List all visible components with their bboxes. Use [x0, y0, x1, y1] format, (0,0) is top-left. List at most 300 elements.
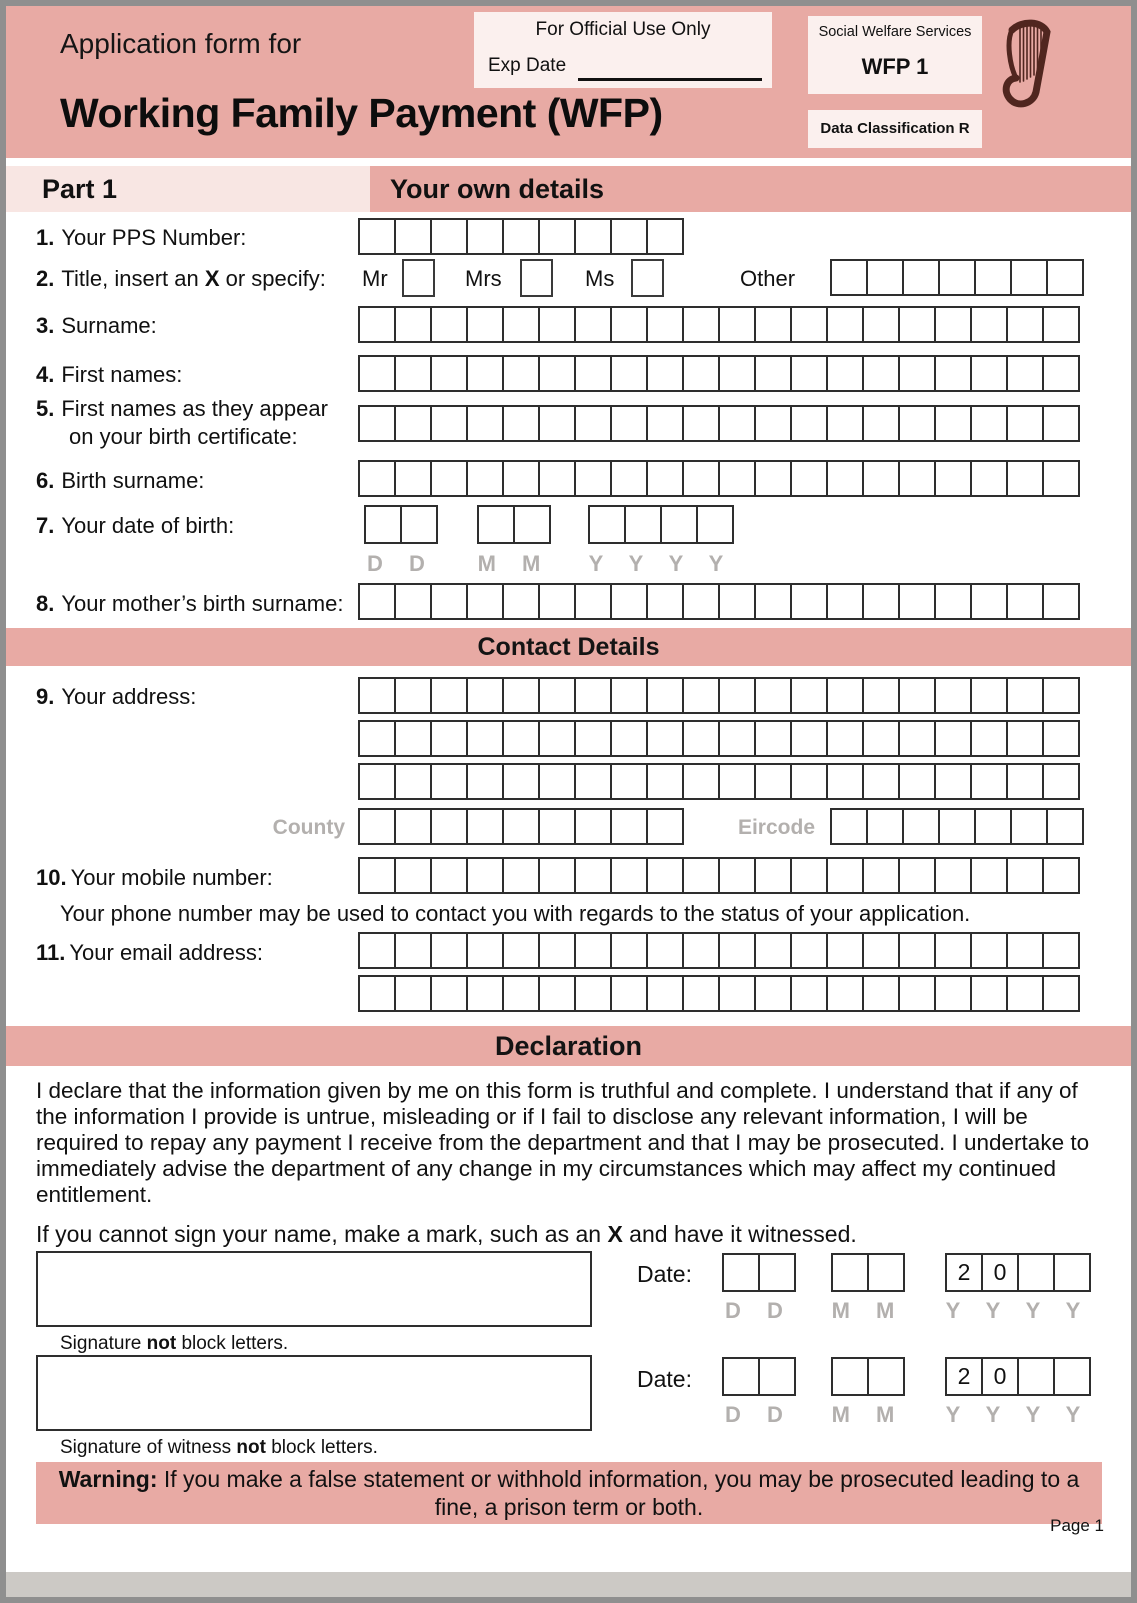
char-cell[interactable]: [574, 763, 612, 800]
char-cell[interactable]: [358, 460, 396, 497]
char-cell[interactable]: [970, 355, 1008, 392]
char-cell[interactable]: [682, 720, 720, 757]
char-cell[interactable]: [646, 720, 684, 757]
char-cell[interactable]: [660, 505, 698, 544]
address-grid-line1: [358, 677, 1080, 714]
char-cell[interactable]: [502, 857, 540, 894]
char-cell[interactable]: [502, 677, 540, 714]
char-cell[interactable]: [646, 218, 684, 255]
char-cell[interactable]: [826, 583, 864, 620]
char-cell[interactable]: [826, 306, 864, 343]
char-cell[interactable]: [466, 355, 504, 392]
char-cell[interactable]: [754, 355, 792, 392]
char-cell[interactable]: [538, 460, 576, 497]
char-cell[interactable]: [682, 763, 720, 800]
char-cell[interactable]: [646, 583, 684, 620]
char-cell[interactable]: 2: [945, 1253, 983, 1292]
char-cell[interactable]: [934, 857, 972, 894]
char-cell[interactable]: [790, 460, 828, 497]
char-cell[interactable]: [682, 583, 720, 620]
char-cell[interactable]: [754, 975, 792, 1012]
title-checkbox-ms[interactable]: [631, 259, 664, 297]
char-cell[interactable]: [722, 1253, 760, 1292]
char-cell[interactable]: [970, 583, 1008, 620]
char-cell[interactable]: [902, 808, 940, 845]
char-cell[interactable]: [790, 763, 828, 800]
char-cell[interactable]: [862, 932, 900, 969]
char-cell[interactable]: [1042, 583, 1080, 620]
char-cell[interactable]: [1017, 1253, 1055, 1292]
char-cell[interactable]: [502, 763, 540, 800]
char-cell[interactable]: [394, 306, 432, 343]
char-cell[interactable]: [934, 677, 972, 714]
char-cell[interactable]: [1006, 975, 1044, 1012]
char-cell[interactable]: 0: [981, 1253, 1019, 1292]
char-cell[interactable]: [466, 932, 504, 969]
char-cell[interactable]: [610, 808, 648, 845]
char-cell[interactable]: [574, 857, 612, 894]
title-checkbox-mrs[interactable]: [520, 259, 553, 297]
char-cell[interactable]: [430, 763, 468, 800]
char-cell[interactable]: [934, 763, 972, 800]
witness-signature-box[interactable]: [36, 1355, 592, 1431]
char-cell[interactable]: [1042, 355, 1080, 392]
char-cell[interactable]: [646, 677, 684, 714]
char-cell[interactable]: [718, 583, 756, 620]
char-cell[interactable]: [610, 306, 648, 343]
char-cell[interactable]: [1006, 763, 1044, 800]
char-cell[interactable]: [830, 808, 868, 845]
char-cell[interactable]: [898, 720, 936, 757]
char-cell[interactable]: [502, 720, 540, 757]
char-cell[interactable]: [574, 306, 612, 343]
address-grid-line3: [358, 763, 1080, 800]
char-cell[interactable]: [394, 857, 432, 894]
char-cell[interactable]: [394, 405, 432, 442]
char-cell[interactable]: [754, 306, 792, 343]
char-cell[interactable]: [898, 460, 936, 497]
social-welfare-box: [808, 16, 982, 94]
char-cell[interactable]: [790, 306, 828, 343]
char-cell[interactable]: [364, 505, 402, 544]
char-cell[interactable]: [538, 218, 576, 255]
char-cell[interactable]: [754, 720, 792, 757]
char-cell[interactable]: [610, 975, 648, 1012]
char-cell[interactable]: [902, 259, 940, 296]
title-option-mr: Mr: [362, 266, 388, 291]
char-cell[interactable]: [718, 460, 756, 497]
char-cell[interactable]: [1006, 460, 1044, 497]
char-cell[interactable]: [358, 583, 396, 620]
char-cell[interactable]: [718, 720, 756, 757]
char-cell[interactable]: [466, 583, 504, 620]
char-cell[interactable]: [610, 720, 648, 757]
char-cell[interactable]: [574, 218, 612, 255]
char-cell[interactable]: [538, 763, 576, 800]
char-cell[interactable]: [538, 932, 576, 969]
char-cell[interactable]: [466, 975, 504, 1012]
char-cell[interactable]: [394, 583, 432, 620]
char-cell[interactable]: [502, 583, 540, 620]
char-cell[interactable]: [1053, 1357, 1091, 1396]
char-cell[interactable]: [574, 355, 612, 392]
char-cell[interactable]: [866, 259, 904, 296]
char-cell[interactable]: [1006, 677, 1044, 714]
char-cell[interactable]: [754, 583, 792, 620]
char-cell[interactable]: [826, 720, 864, 757]
char-cell[interactable]: [934, 720, 972, 757]
form-title: Working Family Payment (WFP): [60, 90, 663, 136]
char-cell[interactable]: [970, 975, 1008, 1012]
char-cell[interactable]: [574, 720, 612, 757]
part1-label: Part 1: [42, 174, 118, 204]
char-cell[interactable]: [718, 677, 756, 714]
char-cell[interactable]: [502, 218, 540, 255]
char-cell[interactable]: [790, 405, 828, 442]
char-cell[interactable]: [1042, 405, 1080, 442]
char-cell[interactable]: [826, 460, 864, 497]
eircode-grid: [830, 808, 1084, 845]
char-cell[interactable]: [682, 405, 720, 442]
char-cell[interactable]: [624, 505, 662, 544]
char-cell[interactable]: [898, 583, 936, 620]
char-cell[interactable]: [394, 763, 432, 800]
char-cell[interactable]: [862, 975, 900, 1012]
char-cell[interactable]: [394, 355, 432, 392]
char-cell[interactable]: [938, 259, 976, 296]
char-cell[interactable]: [1042, 763, 1080, 800]
char-cell[interactable]: [758, 1357, 796, 1396]
exp-date-line[interactable]: [578, 56, 762, 81]
char-cell[interactable]: [646, 857, 684, 894]
char-cell[interactable]: [790, 355, 828, 392]
char-cell[interactable]: [646, 460, 684, 497]
char-cell[interactable]: [358, 405, 396, 442]
char-cell[interactable]: [830, 259, 868, 296]
char-cell[interactable]: [430, 460, 468, 497]
char-cell[interactable]: [538, 405, 576, 442]
char-cell[interactable]: [970, 306, 1008, 343]
char-cell[interactable]: [790, 720, 828, 757]
char-cell[interactable]: [646, 763, 684, 800]
char-cell[interactable]: [358, 857, 396, 894]
char-cell[interactable]: [862, 583, 900, 620]
title-label: 2. Title, insert an X or specify:: [36, 266, 326, 291]
char-cell[interactable]: [718, 763, 756, 800]
char-cell[interactable]: [826, 932, 864, 969]
char-cell[interactable]: [610, 460, 648, 497]
char-cell[interactable]: [538, 975, 576, 1012]
char-cell[interactable]: [867, 1357, 905, 1396]
char-cell[interactable]: [898, 857, 936, 894]
char-cell[interactable]: [754, 857, 792, 894]
char-cell[interactable]: [1046, 808, 1084, 845]
char-cell[interactable]: [1042, 720, 1080, 757]
char-cell[interactable]: [1006, 583, 1044, 620]
form-header: [6, 6, 1131, 158]
char-cell[interactable]: 2: [945, 1357, 983, 1396]
char-cell[interactable]: [826, 355, 864, 392]
char-cell[interactable]: [866, 808, 904, 845]
surname-label: 3. Surname:: [36, 313, 157, 338]
char-cell[interactable]: [646, 975, 684, 1012]
char-cell[interactable]: [394, 932, 432, 969]
char-cell[interactable]: [934, 460, 972, 497]
char-cell[interactable]: [1046, 259, 1084, 296]
char-cell[interactable]: [400, 505, 438, 544]
dob-year-grid: [588, 505, 734, 544]
char-cell[interactable]: [430, 857, 468, 894]
char-cell[interactable]: [610, 932, 648, 969]
char-cell[interactable]: [754, 460, 792, 497]
char-cell[interactable]: [862, 306, 900, 343]
char-cell[interactable]: [1006, 306, 1044, 343]
char-cell[interactable]: [610, 218, 648, 255]
char-cell[interactable]: [826, 975, 864, 1012]
char-cell[interactable]: [466, 306, 504, 343]
char-cell[interactable]: [538, 808, 576, 845]
char-cell[interactable]: [682, 975, 720, 1012]
char-cell[interactable]: [394, 808, 432, 845]
char-cell[interactable]: [790, 677, 828, 714]
char-cell[interactable]: [1042, 857, 1080, 894]
char-cell[interactable]: [1042, 306, 1080, 343]
char-cell[interactable]: [466, 720, 504, 757]
char-cell[interactable]: [394, 218, 432, 255]
char-cell[interactable]: [502, 460, 540, 497]
char-cell[interactable]: [1006, 720, 1044, 757]
char-cell[interactable]: [1017, 1357, 1055, 1396]
char-cell[interactable]: [466, 857, 504, 894]
char-cell[interactable]: [934, 975, 972, 1012]
char-cell[interactable]: [538, 355, 576, 392]
char-cell[interactable]: [790, 975, 828, 1012]
char-cell[interactable]: [513, 505, 551, 544]
char-cell[interactable]: [970, 763, 1008, 800]
char-cell[interactable]: [898, 763, 936, 800]
char-cell[interactable]: [722, 1357, 760, 1396]
char-cell[interactable]: [1010, 808, 1048, 845]
char-cell[interactable]: [831, 1253, 869, 1292]
page-number: Page 1: [1050, 1516, 1104, 1535]
char-cell[interactable]: [430, 720, 468, 757]
char-cell[interactable]: [430, 218, 468, 255]
char-cell[interactable]: [430, 355, 468, 392]
char-cell[interactable]: [970, 720, 1008, 757]
char-cell[interactable]: [358, 975, 396, 1012]
char-cell[interactable]: [1053, 1253, 1091, 1292]
char-cell[interactable]: [718, 405, 756, 442]
char-cell[interactable]: [1006, 355, 1044, 392]
char-cell[interactable]: [970, 405, 1008, 442]
char-cell[interactable]: [538, 583, 576, 620]
char-cell[interactable]: [934, 405, 972, 442]
mother-surname-grid: [358, 583, 1080, 620]
char-cell[interactable]: [758, 1253, 796, 1292]
char-cell[interactable]: [538, 857, 576, 894]
char-cell[interactable]: [610, 677, 648, 714]
char-cell[interactable]: [718, 975, 756, 1012]
char-cell[interactable]: [502, 306, 540, 343]
char-cell[interactable]: [646, 306, 684, 343]
char-cell[interactable]: [466, 763, 504, 800]
char-cell[interactable]: [358, 763, 396, 800]
first-names-grid: [358, 355, 1080, 392]
char-cell[interactable]: [610, 763, 648, 800]
char-cell[interactable]: [430, 583, 468, 620]
char-cell[interactable]: [970, 677, 1008, 714]
char-cell[interactable]: [974, 259, 1012, 296]
char-cell[interactable]: [898, 405, 936, 442]
char-cell[interactable]: [718, 857, 756, 894]
char-cell[interactable]: [588, 505, 626, 544]
char-cell[interactable]: [826, 677, 864, 714]
char-cell[interactable]: [574, 677, 612, 714]
char-cell[interactable]: [358, 720, 396, 757]
char-cell[interactable]: [358, 218, 396, 255]
char-cell[interactable]: [934, 355, 972, 392]
char-cell[interactable]: [831, 1357, 869, 1396]
char-cell[interactable]: [1006, 405, 1044, 442]
char-cell[interactable]: [646, 932, 684, 969]
char-cell[interactable]: [898, 355, 936, 392]
char-cell[interactable]: [574, 405, 612, 442]
char-cell[interactable]: [1006, 932, 1044, 969]
char-cell[interactable]: [682, 857, 720, 894]
char-cell[interactable]: [754, 677, 792, 714]
char-cell[interactable]: [646, 405, 684, 442]
char-cell[interactable]: [938, 808, 976, 845]
char-cell[interactable]: [1006, 857, 1044, 894]
char-cell[interactable]: [466, 808, 504, 845]
char-cell[interactable]: [862, 405, 900, 442]
char-cell[interactable]: [754, 763, 792, 800]
char-cell[interactable]: [502, 932, 540, 969]
char-cell[interactable]: [790, 857, 828, 894]
char-cell[interactable]: [574, 583, 612, 620]
char-cell[interactable]: [862, 763, 900, 800]
char-cell[interactable]: [898, 975, 936, 1012]
char-cell[interactable]: [862, 720, 900, 757]
title-checkbox-mr[interactable]: [402, 259, 435, 297]
char-cell[interactable]: [898, 306, 936, 343]
char-cell[interactable]: [1042, 460, 1080, 497]
char-cell[interactable]: [898, 932, 936, 969]
char-cell[interactable]: [610, 857, 648, 894]
char-cell[interactable]: [430, 808, 468, 845]
char-cell[interactable]: [610, 583, 648, 620]
char-cell[interactable]: [394, 460, 432, 497]
char-cell[interactable]: [646, 355, 684, 392]
char-cell[interactable]: [610, 355, 648, 392]
char-cell[interactable]: [862, 460, 900, 497]
char-cell[interactable]: [538, 720, 576, 757]
date2-day-hint: D D: [725, 1402, 793, 1427]
char-cell[interactable]: [358, 677, 396, 714]
char-cell[interactable]: [867, 1253, 905, 1292]
char-cell[interactable]: [358, 355, 396, 392]
char-cell[interactable]: [466, 405, 504, 442]
char-cell[interactable]: [502, 355, 540, 392]
char-cell[interactable]: [754, 405, 792, 442]
char-cell[interactable]: [1042, 975, 1080, 1012]
char-cell[interactable]: [682, 306, 720, 343]
char-cell[interactable]: [646, 808, 684, 845]
char-cell[interactable]: [394, 677, 432, 714]
email-grid-line1: [358, 932, 1080, 969]
char-cell[interactable]: [394, 720, 432, 757]
char-cell[interactable]: [466, 460, 504, 497]
char-cell[interactable]: [574, 460, 612, 497]
char-cell[interactable]: [898, 677, 936, 714]
char-cell[interactable]: [682, 355, 720, 392]
char-cell[interactable]: [358, 932, 396, 969]
first-names-label: 4. First names:: [36, 362, 183, 387]
char-cell[interactable]: [502, 975, 540, 1012]
char-cell[interactable]: [696, 505, 734, 544]
char-cell[interactable]: [430, 405, 468, 442]
char-cell[interactable]: [682, 460, 720, 497]
char-cell[interactable]: [466, 677, 504, 714]
char-cell[interactable]: [430, 306, 468, 343]
char-cell[interactable]: [970, 857, 1008, 894]
char-cell[interactable]: [970, 460, 1008, 497]
char-cell[interactable]: [682, 932, 720, 969]
char-cell[interactable]: [682, 677, 720, 714]
char-cell[interactable]: [574, 975, 612, 1012]
char-cell[interactable]: [466, 218, 504, 255]
char-cell[interactable]: [430, 932, 468, 969]
char-cell[interactable]: [610, 405, 648, 442]
char-cell[interactable]: [754, 932, 792, 969]
char-cell[interactable]: [1010, 259, 1048, 296]
char-cell[interactable]: [790, 932, 828, 969]
char-cell[interactable]: [574, 932, 612, 969]
char-cell[interactable]: [934, 306, 972, 343]
signature-box[interactable]: [36, 1251, 592, 1327]
char-cell[interactable]: [934, 932, 972, 969]
char-cell[interactable]: [502, 405, 540, 442]
char-cell[interactable]: [502, 808, 540, 845]
char-cell[interactable]: [538, 677, 576, 714]
char-cell[interactable]: [430, 975, 468, 1012]
char-cell[interactable]: [970, 932, 1008, 969]
char-cell[interactable]: [430, 677, 468, 714]
char-cell[interactable]: [477, 505, 515, 544]
char-cell[interactable]: [826, 405, 864, 442]
char-cell[interactable]: [862, 355, 900, 392]
char-cell[interactable]: 0: [981, 1357, 1019, 1396]
char-cell[interactable]: [718, 932, 756, 969]
char-cell[interactable]: [574, 808, 612, 845]
char-cell[interactable]: [358, 808, 396, 845]
char-cell[interactable]: [394, 975, 432, 1012]
char-cell[interactable]: [862, 677, 900, 714]
char-cell[interactable]: [862, 857, 900, 894]
mobile-note: Your phone number may be used to contact you with regards to the status of your application.: [60, 901, 971, 926]
char-cell[interactable]: [358, 306, 396, 343]
char-cell[interactable]: [1042, 932, 1080, 969]
char-cell[interactable]: [790, 583, 828, 620]
char-cell[interactable]: [826, 857, 864, 894]
char-cell[interactable]: [1042, 677, 1080, 714]
char-cell[interactable]: [718, 306, 756, 343]
char-cell[interactable]: [718, 355, 756, 392]
char-cell[interactable]: [934, 583, 972, 620]
char-cell[interactable]: [538, 306, 576, 343]
char-cell[interactable]: [826, 763, 864, 800]
char-cell[interactable]: [974, 808, 1012, 845]
